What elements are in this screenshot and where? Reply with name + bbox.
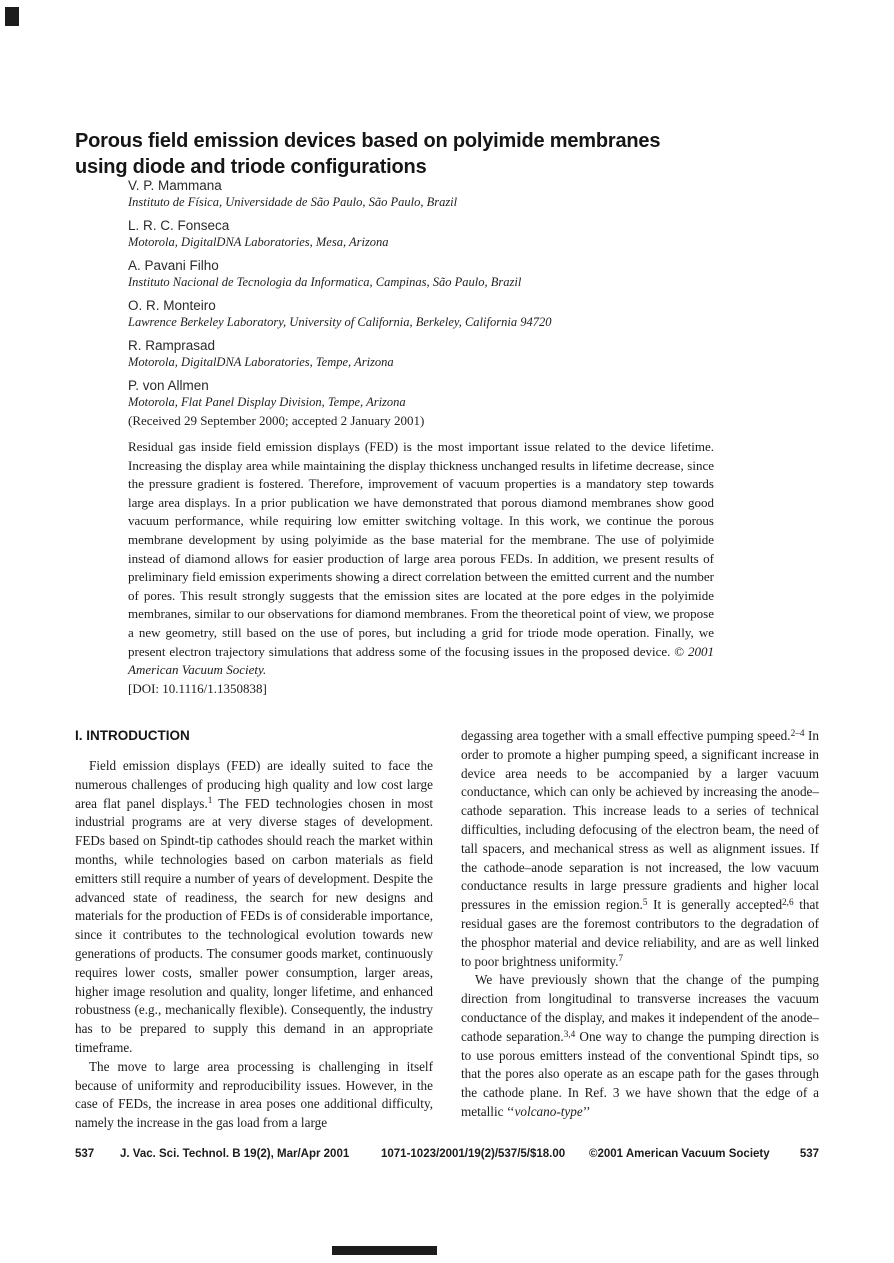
right-column bbox=[461, 727, 819, 1122]
footer-copyright: ©2001 American Vacuum Society bbox=[589, 1148, 770, 1160]
abstract-paragraph: Residual gas inside field emission displays (FED) is the most important issue related to the device lifetime. Increasing the display area while maintaining the display thickness unchanged results in lifetime decrease, since the pressure gradient is fostered. Therefore, improvement of vacuum properties is a mandatory step towards large area displays. In a prior publication we have demonstrated that porous diamond membranes show good vacuum performance, while requiring low emitter switching voltage. In this work, we continue the porous membrane development by using polyimide as the base material for the membrane. The use of polyimide instead of diamond allows for easier production of large area porous FEDs. In addition, we present results of preliminary field emission experiments showing a direct correlation between the emitted current and the number of pores. This result strongly suggests that the emission sites are located at the pore edges in the polyimide membranes, similar to our observations for diamond membranes. From the theoretical point of view, we propose a new geometry, still based on the use of pores, but including a grid for triode mode operation. Finally, we present electron trajectory simulations that address some of the focusing issues in the proposed device. © 2001 American Vacuum Society. bbox=[128, 439, 714, 678]
received-accepted-line: (Received 29 September 2000; accepted 2 January 2001) bbox=[128, 413, 425, 428]
author-affiliation: Motorola, Flat Panel Display Division, Tempe, Arizona bbox=[128, 395, 406, 409]
author-list bbox=[128, 177, 748, 417]
footer-issn-price-code: 1071-1023/2001/19(2)/537/5/$18.00 bbox=[381, 1148, 566, 1160]
abstract bbox=[128, 438, 714, 698]
author-name: L. R. C. Fonseca bbox=[128, 218, 230, 233]
author-name: A. Pavani Filho bbox=[128, 258, 219, 273]
author-block bbox=[128, 257, 748, 290]
author-block bbox=[128, 297, 748, 330]
two-column-body bbox=[75, 727, 819, 1133]
page-footer bbox=[75, 1148, 819, 1164]
author-affiliation: Lawrence Berkeley Laboratory, University of California, Berkeley, California 94720 bbox=[128, 315, 552, 329]
section-heading-introduction: I. INTRODUCTION bbox=[75, 728, 190, 743]
author-name: P. von Allmen bbox=[128, 378, 209, 393]
doi-line: [DOI: 10.1116/1.1350838] bbox=[128, 680, 267, 696]
author-block bbox=[128, 177, 748, 210]
paper-title-line-1: Porous field emission devices based on polyimide membranes bbox=[75, 130, 661, 153]
intro-paragraph-2: The move to large area processing is challenging in itself because of uniformity and reproducibility issues. However, in the case of FEDs, the increase in area poses one additional difficulty, namely the increase in the gas load from a large bbox=[75, 1058, 433, 1131]
registration-mark-top-left bbox=[5, 7, 19, 26]
author-block bbox=[128, 377, 748, 410]
author-name: O. R. Monteiro bbox=[128, 298, 216, 313]
left-column bbox=[75, 727, 433, 1133]
intro-paragraph-1: Field emission displays (FED) are ideally suited to face the numerous challenges of producing high quality and low cost large area flat panel displays.$^1$ The FED technologies chosen in most industrial programs are at very diverse stages of development. FEDs based on Spindt-tip cathodes should reach the market within months, while technologies based on carbon materials as field emitters still require a number of years of development. Despite the advanced state of readiness, the search for new designs and materials for the production of FEDs is of considerable importance, since it contributes to the technological evolution towards new generations of products. The consumer goods market, continuously requires lower costs, smaller power consumption, larger areas, higher image resolution and quality, longer lifetime, and enhanced robustness (e.g., mechanically flexible). Consequently, the industry has to be prepared to supply this demand in an appropriate timeframe. bbox=[75, 758, 434, 1055]
author-affiliation: Motorola, DigitalDNA Laboratories, Mesa, Arizona bbox=[128, 235, 389, 249]
paper-title bbox=[75, 128, 775, 180]
author-affiliation: Instituto Nacional de Tecnologia da Informatica, Campinas, São Paulo, Brazil bbox=[128, 275, 522, 289]
paper-title-line-2: using diode and triode configurations bbox=[75, 156, 427, 179]
intro-paragraph-3: degassing area together with a small effective pumping speed.$^{2-4}$ In order to promote a higher pumping speed, a significant increase in device area needs to be accompanied by a larger vacuum conductance, which can only be achieved by increasing the anode–cathode separation. This increase leads to a series of technical difficulties, including defocusing of the electron beam, the need of tall spacers, and mechanical stress as well as alignment issues. If the cathode–anode separation is not increased, the low vacuum conductance results in large pressure gradients and higher local pressures in the emission region.$^5$ It is generally accepted$^{2,6}$ that residual gases are the foremost contributors to the degradation of the phosphor material and device reliability, and are as well linked to poor brightness uniformity.$^7$ bbox=[461, 727, 820, 969]
footer-journal-citation: J. Vac. Sci. Technol. B 19(2), Mar/Apr 2001 bbox=[120, 1148, 350, 1160]
author-affiliation: Instituto de Física, Universidade de São Paulo, São Paulo, Brazil bbox=[128, 195, 458, 209]
author-name: R. Ramprasad bbox=[128, 338, 216, 353]
author-block bbox=[128, 337, 748, 370]
intro-paragraph-4: We have previously shown that the change of the pumping direction from longitudinal to transverse increases the vacuum conductance of the display, and makes it independent of the anode–cathode separation.$^{3,4}$ One way to change the pumping direction is to use porous emitters instead of the conventional Spindt tips, so that the pores also operate as an escape path for the gases through the cathode plane. In Ref. 3 we have shown that the edge of a metallic ‘‘volcano-type’’ bbox=[461, 972, 819, 1119]
footer-page-number-right: 537 bbox=[799, 1148, 819, 1160]
registration-mark-bottom bbox=[332, 1246, 437, 1255]
author-block bbox=[128, 217, 748, 250]
author-name: V. P. Mammana bbox=[128, 178, 222, 193]
author-affiliation: Motorola, DigitalDNA Laboratories, Tempe, Arizona bbox=[128, 355, 394, 369]
footer-page-number-left: 537 bbox=[75, 1148, 95, 1160]
